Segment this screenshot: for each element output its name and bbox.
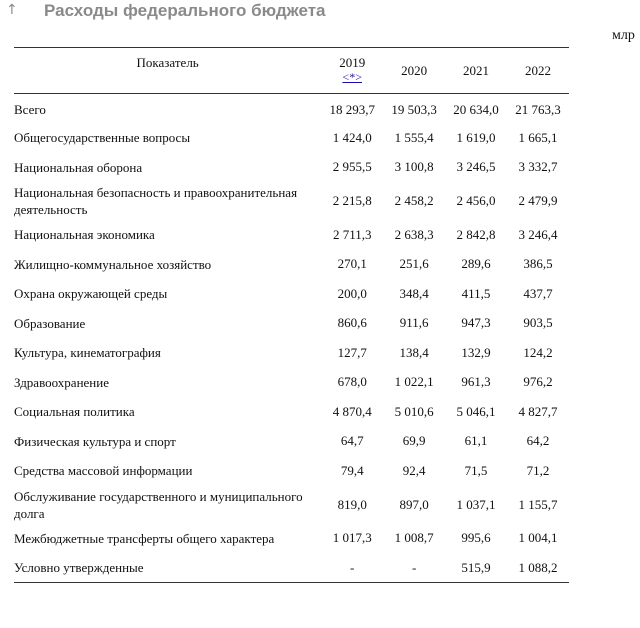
value-cell-2022: 21 763,3 [515, 101, 561, 117]
value-cell-2021: 515,9 [461, 559, 491, 575]
value-cell-2022: 1 088,2 [518, 559, 558, 575]
table-row [14, 309, 569, 339]
value-cell-2022: 3 332,7 [518, 159, 558, 175]
table-row [14, 123, 569, 153]
header-year-2020: 2020 [401, 62, 428, 78]
value-cell-2020: 3 100,8 [394, 159, 434, 175]
table-row [14, 279, 569, 309]
header-year-2019 [321, 48, 383, 94]
value-cell-2020: - [411, 559, 417, 575]
row-indicator: Обслуживание государственного и муниципального долга [14, 488, 303, 521]
page-title: Расходы федерального бюджета [44, 1, 326, 20]
table-row [14, 94, 569, 124]
value-cell-2021: 3 246,5 [456, 159, 496, 175]
value-cell-2019: 860,6 [337, 315, 367, 331]
value-cell-2022: 976,2 [523, 374, 553, 390]
table-row [14, 220, 569, 250]
value-cell-2019: 200,0 [337, 285, 367, 301]
value-cell-2020: 69,9 [402, 433, 426, 449]
value-cell-2019: - [350, 559, 355, 575]
row-indicator: Охрана окружающей среды [14, 286, 168, 302]
budget-expenses-table [14, 47, 569, 583]
value-cell-2020: 1 022,1 [394, 374, 434, 390]
value-cell-2022: 71,2 [526, 462, 550, 478]
value-cell-2019: 127,7 [337, 344, 367, 360]
row-indicator: Культура, кинематография [14, 345, 161, 361]
row-indicator: Средства массовой информации [14, 463, 193, 479]
value-cell-2022: 386,5 [523, 256, 553, 272]
value-cell-2019: 2 955,5 [332, 159, 372, 175]
row-indicator: Жилищно-коммунальное хозяйство [14, 256, 212, 272]
row-indicator: Социальная политика [14, 404, 135, 420]
value-cell-2020: 2 638,3 [394, 226, 434, 242]
value-cell-2021: 1 619,0 [456, 129, 496, 145]
table-row [14, 427, 569, 457]
value-cell-2020: 19 503,3 [391, 101, 437, 117]
value-cell-2022: 1 004,1 [518, 530, 558, 546]
value-cell-2019: 4 870,4 [332, 403, 372, 419]
value-cell-2021: 947,3 [461, 315, 491, 331]
value-cell-2019: 18 293,7 [329, 101, 375, 117]
row-indicator: Условно утвержденные [14, 560, 144, 575]
value-cell-2020: 5 010,6 [394, 403, 434, 419]
header-year-2021: 2021 [463, 62, 490, 78]
page-heading [0, 0, 640, 26]
value-cell-2021: 411,5 [461, 285, 491, 301]
value-cell-2020: 1 555,4 [394, 129, 434, 145]
row-indicator: Общегосударственные вопросы [14, 130, 191, 146]
row-indicator: Здравоохранение [14, 374, 109, 390]
row-indicator: Национальная оборона [14, 159, 143, 175]
value-cell-2022: 3 246,4 [518, 226, 558, 242]
value-cell-2021: 61,1 [464, 433, 488, 449]
value-cell-2020: 911,6 [399, 315, 429, 331]
value-cell-2022: 4 827,7 [518, 403, 558, 419]
value-cell-2022: 2 479,9 [518, 193, 558, 208]
value-cell-2020: 897,0 [399, 496, 429, 512]
value-cell-2020: 92,4 [402, 462, 426, 478]
value-cell-2022: 124,2 [523, 344, 553, 360]
up-arrow-icon[interactable]: ↑ [6, 2, 18, 18]
table-row [14, 456, 569, 486]
units-label: млр [612, 28, 635, 43]
header-year-2019-label: 2019 [339, 55, 366, 70]
value-cell-2019: 1 424,0 [332, 129, 372, 145]
value-cell-2021: 1 037,1 [456, 496, 496, 512]
value-cell-2020: 2 458,2 [394, 193, 434, 208]
table-row [14, 153, 569, 183]
value-cell-2021: 71,5 [464, 462, 488, 478]
row-indicator: Национальная безопасность и правоохранительная деятельность [14, 185, 298, 217]
row-indicator: Национальная экономика [14, 227, 155, 243]
table-row [14, 182, 569, 220]
value-cell-2019: 2 215,8 [332, 193, 372, 208]
value-cell-2022: 437,7 [523, 285, 553, 301]
value-cell-2020: 251,6 [399, 256, 429, 272]
header-indicator-label: Показатель [136, 54, 199, 70]
table-header [14, 48, 569, 94]
value-cell-2021: 5 046,1 [456, 403, 496, 419]
value-cell-2019: 1 017,3 [332, 530, 372, 546]
table-row [14, 338, 569, 368]
value-cell-2021: 2 456,0 [456, 193, 496, 208]
value-cell-2022: 1 155,7 [518, 496, 558, 512]
table-row [14, 486, 569, 524]
header-year-2022: 2022 [525, 62, 551, 78]
table-row [14, 368, 569, 398]
footnote-link[interactable]: <*> [342, 70, 362, 84]
table-row [14, 524, 569, 554]
value-cell-2020: 138,4 [399, 344, 429, 360]
value-cell-2019: 64,7 [340, 433, 364, 449]
value-cell-2021: 995,6 [461, 530, 491, 546]
value-cell-2021: 289,6 [461, 256, 491, 272]
value-cell-2022: 903,5 [523, 315, 553, 331]
value-cell-2021: 132,9 [461, 344, 491, 360]
value-cell-2021: 961,3 [461, 374, 491, 390]
value-cell-2019: 79,4 [340, 462, 364, 478]
value-cell-2020: 1 008,7 [394, 530, 434, 546]
value-cell-2022: 1 665,1 [518, 129, 558, 145]
value-cell-2020: 348,4 [399, 285, 429, 301]
value-cell-2022: 64,2 [526, 433, 550, 449]
value-cell-2021: 20 634,0 [453, 101, 499, 117]
value-cell-2019: 678,0 [337, 374, 367, 390]
row-indicator: Межбюджетные трансферты общего характера [14, 530, 275, 546]
row-indicator: Всего [14, 102, 46, 117]
table-row [14, 250, 569, 280]
value-cell-2019: 2 711,3 [332, 226, 372, 242]
value-cell-2019: 819,0 [337, 496, 367, 512]
table-row [14, 553, 569, 583]
header-indicator [14, 48, 321, 94]
table-row [14, 397, 569, 427]
row-indicator: Образование [14, 315, 86, 331]
header-row [14, 48, 569, 94]
value-cell-2019: 270,1 [337, 256, 367, 272]
table-body [14, 94, 569, 583]
row-indicator: Физическая культура и спорт [14, 433, 176, 449]
value-cell-2021: 2 842,8 [456, 226, 496, 242]
